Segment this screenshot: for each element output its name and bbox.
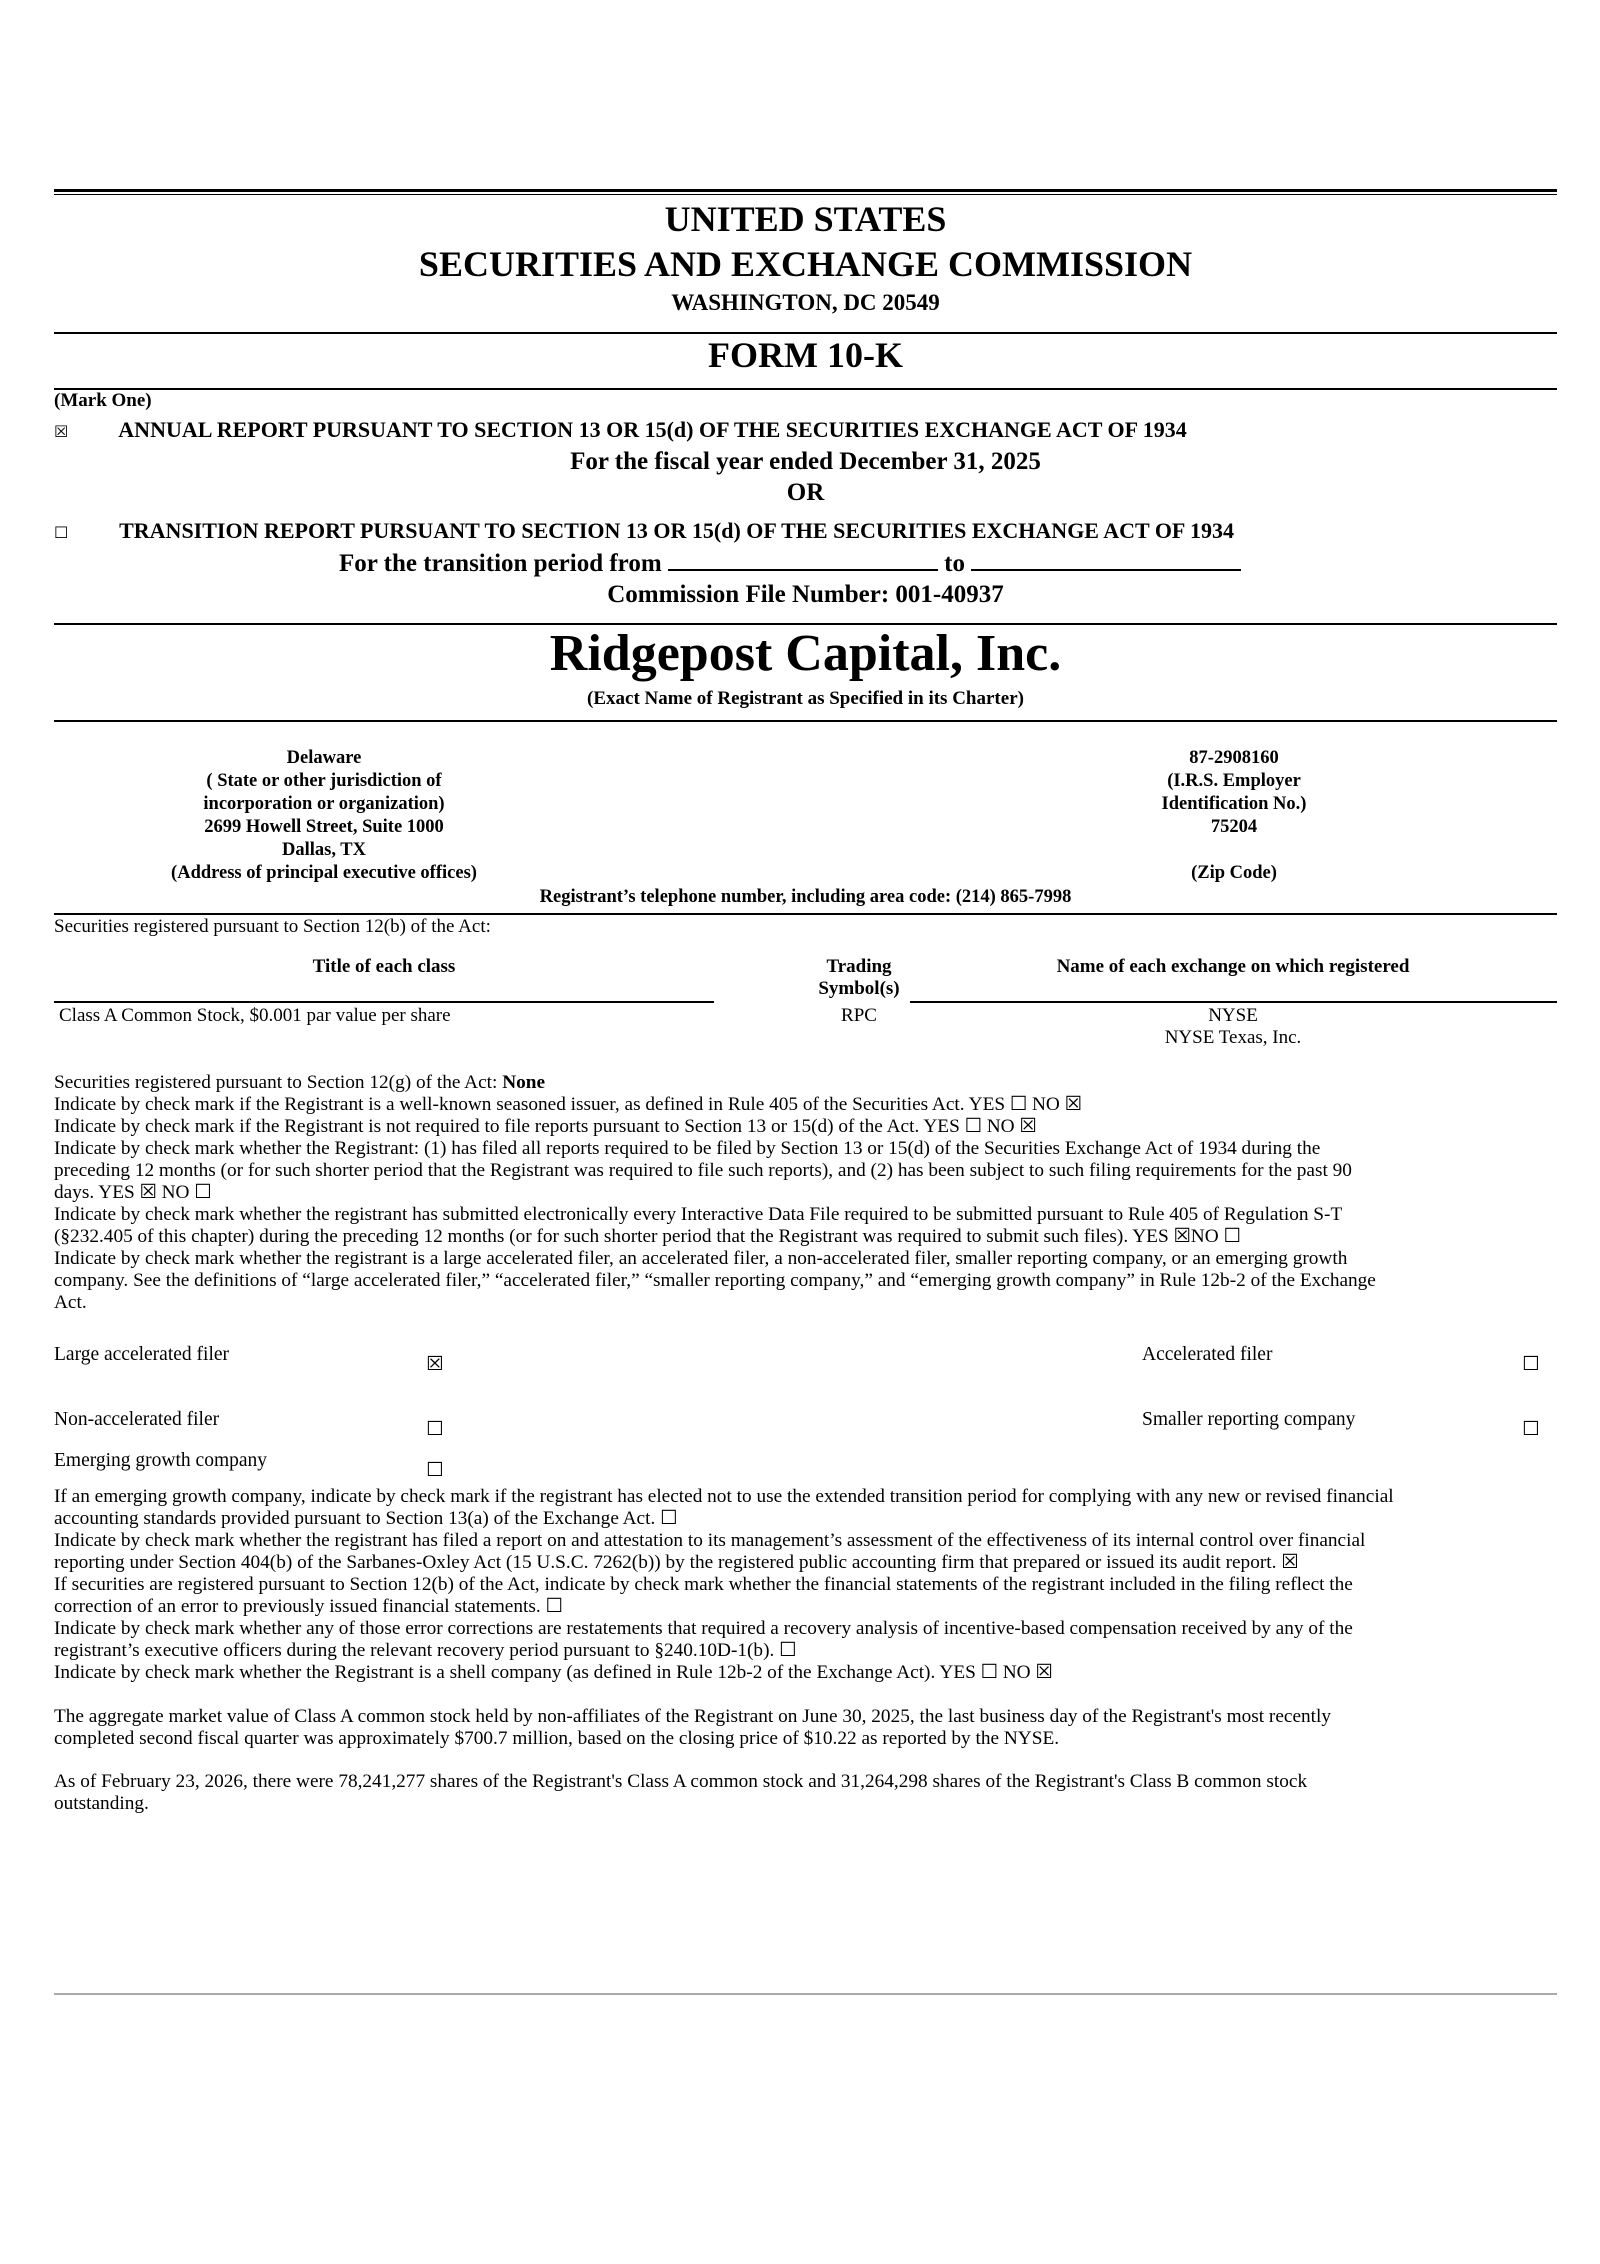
divider: [54, 720, 1557, 722]
agency-heading: SECURITIES AND EXCHANGE COMMISSION: [418, 244, 1193, 284]
additional-question-block: [54, 1486, 1557, 1684]
exchange-line-1: NYSE: [1208, 1005, 1258, 1026]
ein-number: 87-2908160: [1189, 748, 1279, 768]
icfr-attestation-question: Indicate by check mark whether the registrant has filed a report on and attestation to its management’s assessment of the effectiveness of its internal control over financial: [54, 1530, 1366, 1551]
annual-report-checkbox: ☒: [54, 422, 69, 441]
page-bottom-rule: [54, 1993, 1557, 1995]
transition-report-line: [54, 518, 1234, 544]
shares-outstanding-line-1: As of February 23, 2026, there were 78,241,277 shares of the Registrant's Class A common stock and 31,264,298 shares of the Registrant's Class B common stock: [54, 1771, 1308, 1792]
commission-file-number: Commission File Number: 001-40937: [607, 581, 1004, 608]
table-header-rule: [54, 1001, 714, 1003]
section-12g-line: [54, 1072, 1557, 1094]
non-accelerated-filer-label: Non-accelerated filer: [54, 1409, 220, 1430]
shares-outstanding-paragraph: [54, 1771, 1557, 1815]
zip-caption: (Zip Code): [1191, 863, 1277, 883]
transition-to-label: to: [944, 550, 965, 577]
filed-reports-question: Indicate by check mark whether the Registrant: (1) has filed all reports required to be filed by Section 13 or 15(d) of the Securities Exchange Act of 1934 during the: [54, 1138, 1321, 1159]
filer-type-question: Indicate by check mark whether the registrant is a large accelerated filer, an accelerated filer, a non-accelerated filer, smaller reporting company, or an emerging growth: [54, 1248, 1348, 1269]
state-of-incorporation: Delaware: [286, 748, 362, 768]
question-block: [54, 1094, 1557, 1314]
security-class-cell: Class A Common Stock, $0.001 par value per share: [59, 1005, 451, 1026]
interactive-data-question: Indicate by check mark whether the registrant has submitted electronically every Interactive Data File required to be submitted pursuant to Rule 405 of Regulation S-T: [54, 1204, 1343, 1225]
address-caption: (Address of principal executive offices): [171, 863, 477, 883]
emerging-growth-company-label: Emerging growth company: [54, 1450, 268, 1471]
country-heading: UNITED STATES: [664, 199, 947, 239]
filer-type-question-cont: company. See the definitions of “large accelerated filer,” “accelerated filer,” “smaller reporting company,” and “emerging growth company” in Rule 12b-2 of the Exchange: [54, 1270, 1376, 1291]
filer-type-question-end: Act.: [54, 1292, 87, 1313]
state-caption-2: incorporation or organization): [203, 794, 445, 814]
clawback-question: Indicate by check mark whether any of those error corrections are restatements that required a recovery analysis of incentive-based compensation received by any of the: [54, 1618, 1353, 1639]
wksi-question: Indicate by check mark if the Registrant is a well-known seasoned issuer, as defined in Rule 405 of the Securities Act. YES ☐ NO ☒: [54, 1094, 1082, 1115]
ein-caption-2: Identification No.): [1161, 794, 1307, 814]
zip-code: 75204: [1210, 817, 1258, 837]
accelerated-filer-checkbox: ☐: [1522, 1352, 1540, 1375]
form-title: FORM 10-K: [708, 335, 903, 375]
transition-to-blank: [971, 549, 1241, 571]
shell-company-question: Indicate by check mark whether the Registrant is a shell company (as defined in Rule 12b-2 of the Exchange Act). YES ☐ NO ☒: [54, 1662, 1053, 1683]
transition-period-line: [339, 549, 1241, 578]
annual-report-line: [54, 417, 1187, 443]
or-separator: OR: [786, 479, 825, 506]
market-value-paragraph: [54, 1706, 1557, 1750]
not-required-question: Indicate by check mark if the Registrant is not required to file reports pursuant to Section 13 or 15(d) of the Act. YES ☐ NO ☒: [54, 1116, 1037, 1137]
state-block: [164, 747, 484, 885]
state-caption-1: ( State or other jurisdiction of: [206, 771, 442, 791]
ein-block: [1074, 747, 1394, 885]
col-title-of-class: Title of each class: [312, 956, 456, 977]
col-trading-symbol-line-1: Trading: [826, 956, 892, 977]
registrant-name: Ridgepost Capital, Inc.: [549, 625, 1062, 682]
annual-report-text: ANNUAL REPORT PURSUANT TO SECTION 13 OR 15(d) OF THE SECURITIES EXCHANGE ACT OF 1934: [118, 417, 1187, 442]
error-correction-question: If securities are registered pursuant to Section 12(b) of the Act, indicate by check mark whether the financial statements of the registrant included in the filing reflect the: [54, 1574, 1353, 1595]
section-12b-label: Securities registered pursuant to Section 12(b) of the Act:: [54, 916, 491, 937]
address-line-2: Dallas, TX: [282, 840, 366, 860]
fiscal-year-line: For the fiscal year ended December 31, 2025: [570, 448, 1041, 475]
section-12g-label: Securities registered pursuant to Section 12(g) of the Act:: [54, 1072, 498, 1093]
transition-from-blank: [668, 549, 938, 571]
icfr-attestation-question-cont: reporting under Section 404(b) of the Sarbanes-Oxley Act (15 U.S.C. 7262(b)) by the registered public accounting firm that prepared or issued its audit report. ☒: [54, 1552, 1299, 1573]
trading-symbol-cell: RPC: [841, 1005, 877, 1026]
table-header-rule: [910, 1001, 1557, 1003]
transition-from-label: For the transition period from: [339, 550, 662, 577]
exchange-cell: [909, 1005, 1557, 1049]
emerging-transition-question-cont: accounting standards provided pursuant to Section 13(a) of the Exchange Act. ☐: [54, 1508, 678, 1529]
filed-reports-answer: days. YES ☒ NO ☐: [54, 1182, 212, 1203]
interactive-data-question-cont: (§232.405 of this chapter) during the preceding 12 months (or for such shorter period that the Registrant was required to submit such files). YES ☒NO ☐: [54, 1226, 1241, 1247]
accelerated-filer-label: Accelerated filer: [1142, 1344, 1273, 1365]
market-value-line-2: completed second fiscal quarter was approximately $700.7 million, based on the closing price of $10.22 as reported by the NYSE.: [54, 1728, 1060, 1749]
registrant-name-caption: (Exact Name of Registrant as Specified in its Charter): [587, 688, 1024, 709]
transition-report-text: TRANSITION REPORT PURSUANT TO SECTION 13 OR 15(d) OF THE SECURITIES EXCHANGE ACT OF 1934: [119, 518, 1235, 543]
ein-caption-1: (I.R.S. Employer: [1167, 771, 1301, 791]
clawback-question-cont: registrant’s executive officers during the relevant recovery period pursuant to §240.10D-1(b). ☐: [54, 1640, 797, 1661]
exchange-line-2: NYSE Texas, Inc.: [1164, 1027, 1302, 1048]
divider: [54, 913, 1557, 915]
smaller-reporting-company-label: Smaller reporting company: [1142, 1409, 1356, 1430]
smaller-reporting-company-checkbox: ☐: [1522, 1417, 1540, 1440]
large-accelerated-filer-label: Large accelerated filer: [54, 1344, 230, 1365]
large-accelerated-filer-checkbox: ☒: [426, 1352, 444, 1375]
emerging-transition-question: If an emerging growth company, indicate by check mark if the registrant has elected not to use the extended transition period for complying with any new or revised financial: [54, 1486, 1394, 1507]
market-value-line-1: The aggregate market value of Class A common stock held by non-affiliates of the Registrant on June 30, 2025, the last business day of the Registrant's most recently: [54, 1706, 1332, 1727]
section-12g-value: None: [502, 1072, 546, 1093]
agency-address: WASHINGTON, DC 20549: [671, 290, 940, 315]
non-accelerated-filer-checkbox: ☐: [426, 1417, 444, 1440]
col-trading-symbol-line-2: Symbol(s): [818, 978, 900, 999]
top-double-rule: [54, 189, 1557, 195]
error-correction-question-cont: correction of an error to previously issued financial statements. ☐: [54, 1596, 563, 1617]
emerging-growth-company-checkbox: ☐: [426, 1458, 444, 1481]
telephone-line: Registrant’s telephone number, including area code: (214) 865-7998: [539, 887, 1072, 907]
col-exchange: Name of each exchange on which registered: [1056, 956, 1410, 977]
shares-outstanding-line-2: outstanding.: [54, 1793, 149, 1814]
divider: [54, 388, 1557, 390]
filed-reports-question-cont: preceding 12 months (or for such shorter period that the Registrant was required to file such reports), and (2) has been subject to such filing requirements for the past 90: [54, 1160, 1352, 1181]
mark-one-label: (Mark One): [54, 390, 152, 411]
address-line-1: 2699 Howell Street, Suite 1000: [204, 817, 444, 837]
transition-report-checkbox: ☐: [54, 523, 69, 542]
